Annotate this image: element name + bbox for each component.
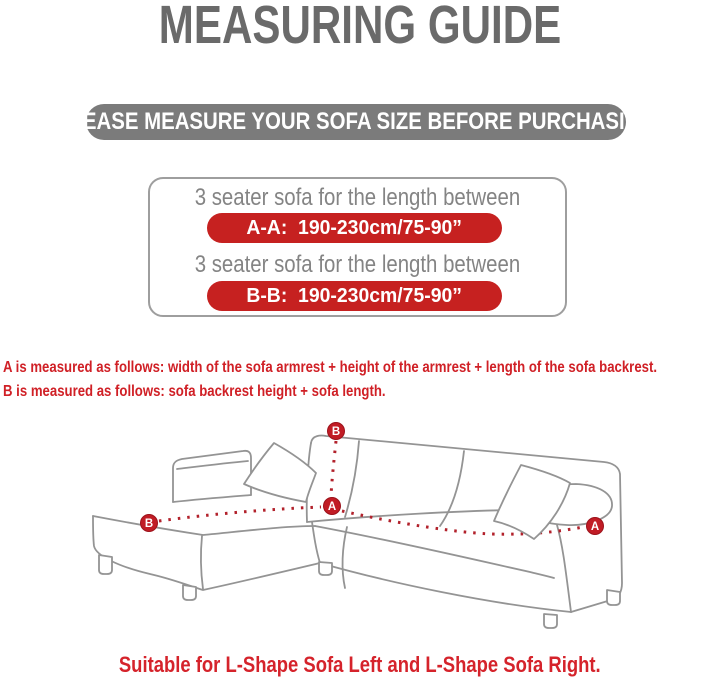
- size-line-2: 3 seater sofa for the length between: [194, 251, 521, 278]
- l-shape-sofa-diagram: [60, 418, 660, 650]
- marker-a-right-label: A: [590, 521, 600, 534]
- note-b: B is measured as follows: sofa backrest height + sofa length.: [3, 383, 386, 400]
- range-a-pill: A-A: 190-230cm/75-90”: [207, 213, 502, 243]
- size-line-1: 3 seater sofa for the length between: [194, 184, 521, 211]
- note-a: A is measured as follows: width of the sofa armrest + height of the armrest + length of the sofa backrest.: [3, 359, 658, 376]
- page-title: MEASURING GUIDE: [158, 0, 562, 55]
- b-vertical-dotted-line: [331, 441, 336, 496]
- size-info-box: [148, 177, 567, 317]
- marker-b-left-label: B: [144, 518, 154, 531]
- left-pillow: [244, 443, 316, 502]
- measurement-notes: [3, 356, 720, 404]
- banner-text: PLEASE MEASURE YOUR SOFA SIZE BEFORE PURCHASING: [56, 108, 656, 135]
- marker-b-top-label: B: [331, 426, 341, 439]
- marker-a-corner-label: A: [327, 501, 337, 514]
- suitability-note: Suitable for L-Shape Sofa Left and L-Shape Sofa Right.: [119, 652, 601, 677]
- sofa-line-art: [60, 418, 660, 650]
- sofa-legs: [99, 555, 620, 628]
- b-horizontal-dotted-line: [159, 507, 321, 521]
- measure-warning-banner: [56, 104, 656, 140]
- range-b-pill: B-B: 190-230cm/75-90”: [207, 281, 502, 311]
